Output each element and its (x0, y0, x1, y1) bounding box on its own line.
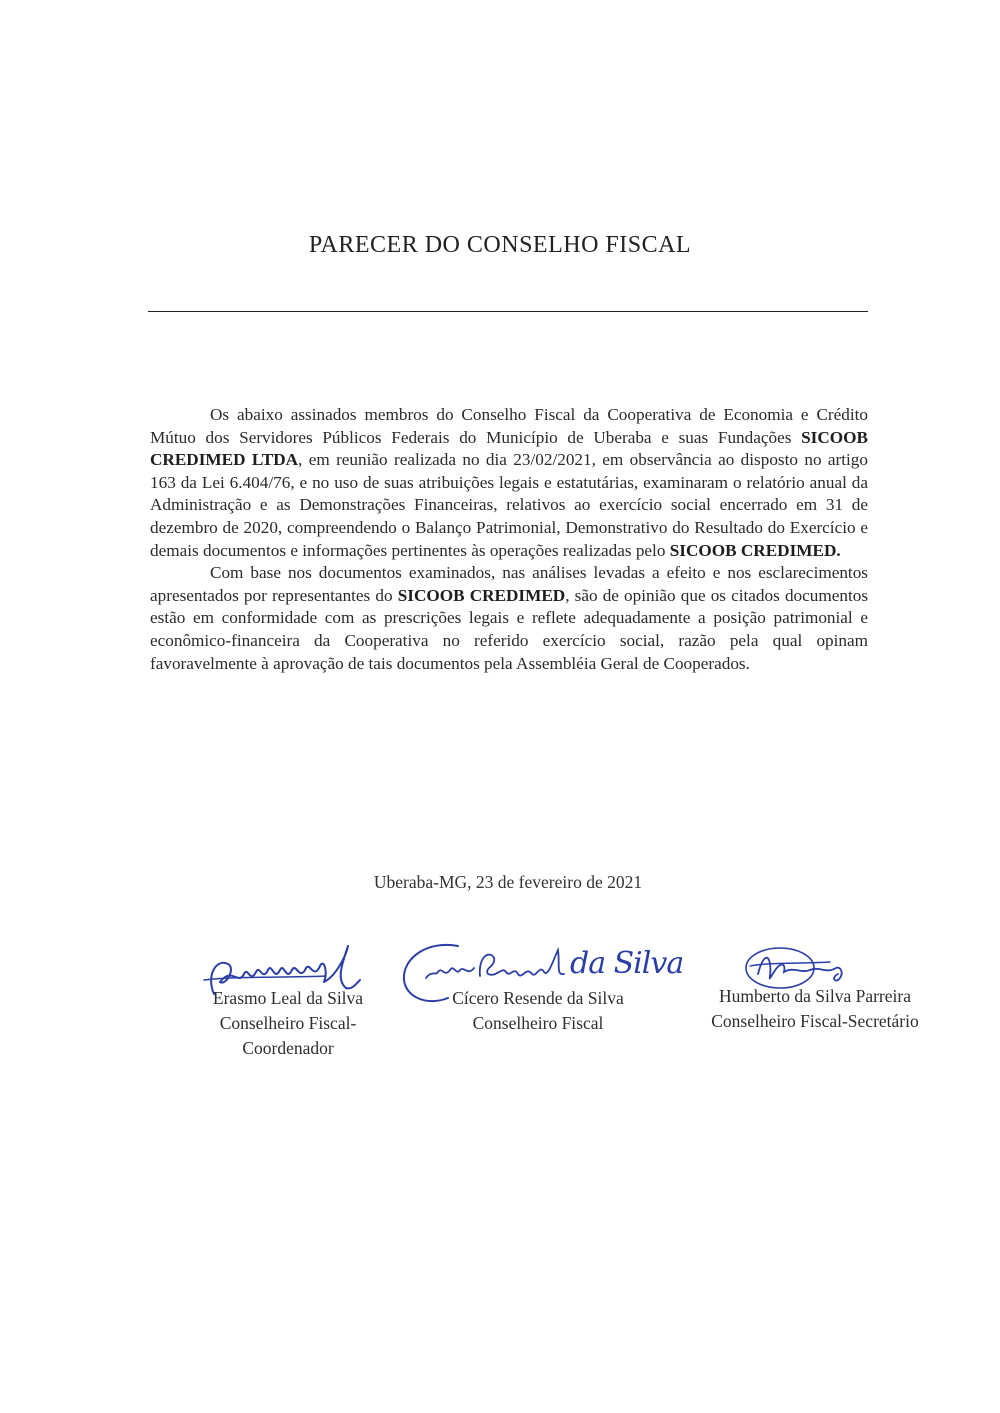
signatory-cicero (430, 986, 646, 1036)
paragraph-1 (150, 404, 868, 562)
document-title: PARECER DO CONSELHO FISCAL (308, 232, 692, 258)
title-divider (148, 311, 868, 312)
paragraph-1-bold-b: SICOOB CREDIMED. (669, 540, 841, 560)
signatory-name: Humberto da Silva Parreira (719, 986, 911, 1006)
signature-cicero-handwritten-text: da Silva (570, 946, 684, 981)
signatory-humberto (690, 984, 940, 1034)
signatory-name: Cícero Resende da Silva (452, 988, 624, 1008)
signatory-role: Conselheiro Fiscal (472, 1013, 604, 1033)
paragraph-1-bold-a: SICOOB CREDIMED LTDA (150, 427, 868, 470)
paragraph-2-bold-a: SICOOB CREDIMED (397, 585, 566, 605)
paragraph-1-text-a: Os abaixo assinados membros do Conselho Fiscal da Cooperativa de Economia e Crédito Mútuo dos Servidores Públicos Federais do Município de Uberaba e suas Fundações (150, 405, 868, 447)
paragraph-2-text-b: , são de opinião que os citados documentos estão em conformidade com as prescrições legais e reflete adequadamente a posição patrimonial e econômico-financeira da Cooperativa no referido exercício social, razão pela qual opinam favoravelmente à aprovação de tais documentos pela Assembléia Geral de Cooperados. (150, 585, 869, 673)
signatory-role-continued: Coordenador (242, 1038, 334, 1058)
place-date: Uberaba-MG, 23 de fevereiro de 2021 (373, 872, 643, 892)
paragraph-1-text-b: , em reunião realizada no dia 23/02/2021, em observância ao disposto no artigo 163 da Lei 6.404/76, e no uso de suas atribuições legais e estatutárias, examinaram o relatório anual da Administração e as Demonstrações Financeiras, relativos ao exercício social encerrado em 31 de dezembro de 2020, compreendendo o Balanço Patrimonial, Demonstrativo do Resultado do Exercício e demais documentos e informações pertinentes às operações realizadas pelo (150, 450, 868, 560)
signatory-name: Erasmo Leal da Silva (212, 988, 364, 1008)
signatory-role: Conselheiro Fiscal- (219, 1013, 357, 1033)
signatory-erasmo (180, 986, 396, 1061)
document-body (150, 404, 868, 675)
signatory-role: Conselheiro Fiscal-Secretário (711, 1011, 919, 1031)
paragraph-2 (150, 562, 868, 675)
paragraph-2-text-a: Com base nos documentos examinados, nas análises levadas a efeito e nos esclarecimentos apresentados por representantes do (150, 563, 868, 605)
